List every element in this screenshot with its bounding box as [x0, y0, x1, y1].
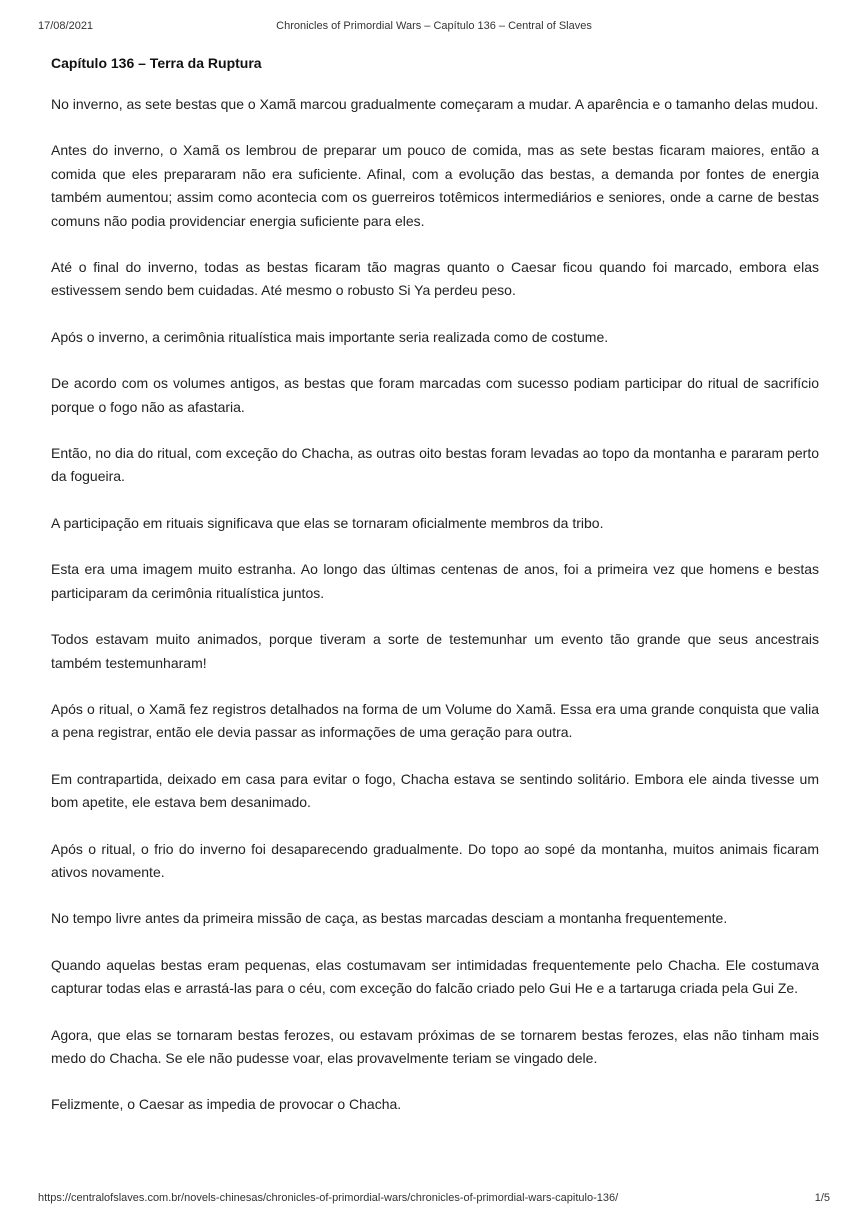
page-number: 1/5 [814, 1192, 830, 1204]
paragraph: Quando aquelas bestas eram pequenas, elas costumavam ser intimidadas frequentemente pelo Chacha. Ele costumava capturar todas elas e arrastá-las para o céu, com exceção do falcão criado pelo Gui He e a tartaruga criada pela Gui Ze. [51, 956, 819, 997]
document-title: Chronicles of Primordial Wars – Capítulo 136 – Central of Slaves [276, 20, 592, 32]
paragraph: Após o inverno, a cerimônia ritualística mais importante seria realizada como de costume. [51, 328, 609, 345]
article-content [51, 53, 819, 1140]
paragraph: Antes do inverno, o Xamã os lembrou de preparar um pouco de comida, mas as sete bestas ficaram maiores, então a comida que eles prepararam não era suficiente. Afinal, com a evolução das bestas, a demanda por fontes de energia também aumentou; assim como acontecia com os guerreiros totêmicos intermediários e seniores, onde a carne de bestas comuns não podia providenciar energia suficiente para eles. [51, 142, 819, 229]
paragraph: Esta era uma imagem muito estranha. Ao longo das últimas centenas de anos, foi a primeira vez que homens e bestas participaram da cerimônia ritualística juntos. [51, 561, 819, 601]
source-url-link[interactable]: https://centralofslaves.com.br/novels-chinesas/chronicles-of-primordial-wars/chronicles-of-primordial-wars-capitulo-136/ [38, 1192, 619, 1204]
paragraph: Até o final do inverno, todas as bestas ficaram tão magras quanto o Caesar ficou quando foi marcado, embora elas estivessem sendo bem cuidadas. Até mesmo o robusto Si Ya perdeu peso. [51, 259, 819, 299]
paragraph: Agora, que elas se tornaram bestas ferozes, ou estavam próximas de se tornarem bestas ferozes, elas não tinham mais medo do Chacha. Se ele não pudesse voar, elas provavelmente teriam se vingado dele. [51, 1026, 819, 1066]
print-header [38, 20, 830, 36]
paragraph: Em contrapartida, deixado em casa para evitar o fogo, Chacha estava se sentindo solitário. Embora ele ainda tivesse um bom apetite, ele estava bem desanimado. [51, 770, 819, 811]
paragraph: Então, no dia do ritual, com exceção do Chacha, as outras oito bestas foram levadas ao topo da montanha e pararam perto da fogueira. [51, 445, 819, 485]
paragraph: Felizmente, o Caesar as impedia de provocar o Chacha. [51, 1096, 402, 1113]
print-footer [38, 1192, 830, 1208]
paragraph: De acordo com os volumes antigos, as bestas que foram marcadas com sucesso podiam participar do ritual de sacrifício porque o fogo não as afastaria. [51, 375, 819, 415]
print-date: 17/08/2021 [38, 20, 94, 32]
paragraph: A participação em rituais significava que elas se tornaram oficialmente membros da tribo. [51, 514, 604, 531]
paragraph: Após o ritual, o frio do inverno foi desaparecendo gradualmente. Do topo ao sopé da montanha, muitos animais ficaram ativos novamente. [51, 840, 819, 880]
paragraph: Todos estavam muito animados, porque tiveram a sorte de testemunhar um evento tão grande que seus ancestrais também testemunharam! [51, 631, 819, 671]
paragraph: No inverno, as sete bestas que o Xamã marcou gradualmente começaram a mudar. A aparência e o tamanho delas mudou. [51, 96, 819, 112]
paragraph: No tempo livre antes da primeira missão de caça, as bestas marcadas desciam a montanha frequentemente. [51, 910, 728, 927]
chapter-title: Capítulo 136 – Terra da Ruptura [51, 55, 262, 71]
paragraph: Após o ritual, o Xamã fez registros detalhados na forma de um Volume do Xamã. Essa era uma grande conquista que valia a pena registrar, então ele devia passar as informações de uma geração para outra. [51, 700, 819, 741]
